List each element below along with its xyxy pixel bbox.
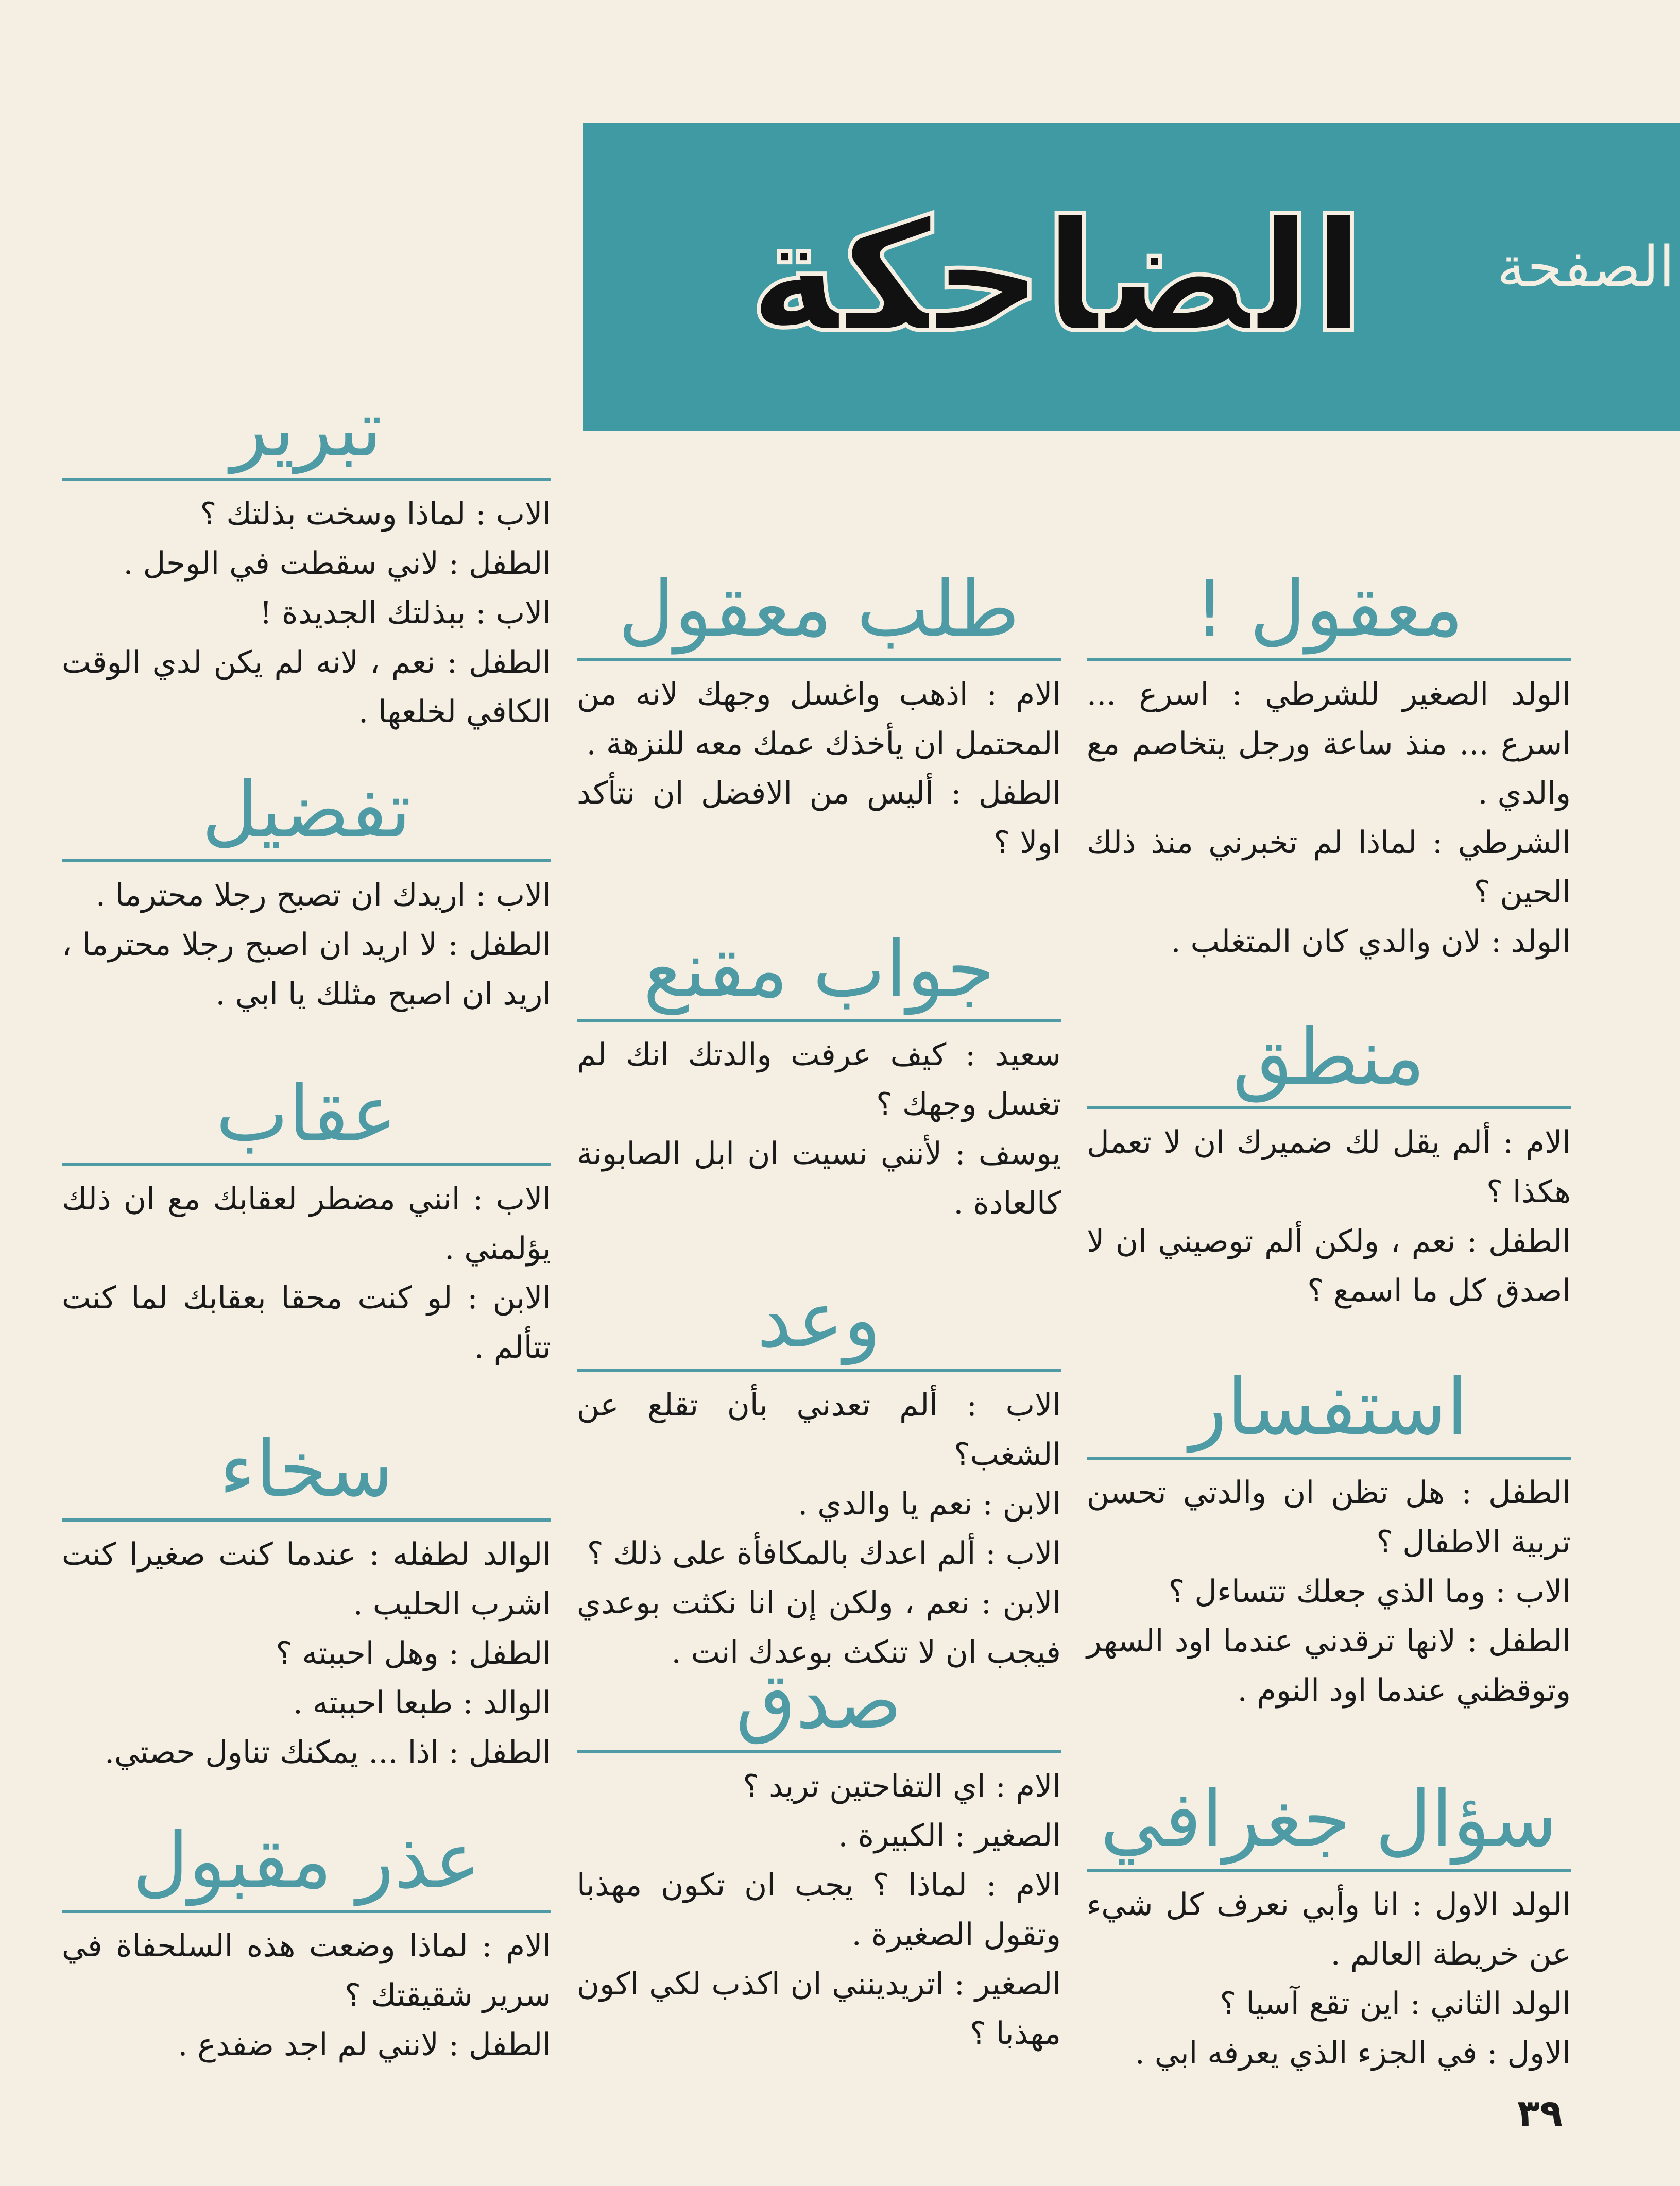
story-line: الام : لماذا ؟ يجب ان تكون مهذبا وتقول الصغيرة .	[577, 1867, 1061, 1953]
story-line: الاول : في الجزء الذي يعرفه ابي .	[1135, 2035, 1571, 2071]
story-sidq	[577, 1653, 1061, 2058]
story-sual	[1087, 1772, 1571, 2078]
story-line: الطفل : نعم ، ولكن ألم توصيني ان لا اصدق كل ما اسمع ؟	[1087, 1223, 1571, 1309]
story-line: الصغير : اتريدينني ان اكذب لكي اكون مهذبا ؟	[577, 1966, 1061, 2052]
story-line: الام : لماذا وضعت هذه السلحفاة في سرير شقيقتك ؟	[62, 1927, 551, 2013]
story-line: الشرطي : لماذا لم تخبرني منذ ذلك الحين ؟	[1087, 824, 1571, 910]
story-waad	[577, 1272, 1061, 1677]
story-line: الاب : ألم اعدك بالمكافأة على ذلك ؟	[587, 1535, 1061, 1572]
story-title: عذر مقبول	[62, 1813, 551, 1913]
story-mantiq	[1087, 1010, 1571, 1316]
story-line: الابن : لو كنت محقا بعقابك لما كنت تتألم .	[62, 1279, 551, 1365]
story-line: الصغير : الكبيرة .	[838, 1817, 1061, 1854]
story-line: الطفل : لانني لم اجد ضفدع .	[178, 2026, 551, 2063]
story-jawab	[577, 922, 1061, 1228]
story-line: الاب : ببذلتك الجديدة !	[259, 594, 551, 631]
story-title: صدق	[577, 1653, 1061, 1753]
story-line: الوالد لطفله : عندما كنت صغيرا كنت اشرب الحليب .	[62, 1536, 551, 1622]
story-line: الاب : وما الذي جعلك تتساءل ؟	[1168, 1573, 1571, 1610]
story-line: الام : اذهب واغسل وجهك لانه من المحتمل ان يأخذك عمك معه للنزهة .	[577, 676, 1061, 762]
story-line: الولد الصغير للشرطي : اسرع ... اسرع ... منذ ساعة ورجل يتخاصم مع والدي .	[1087, 676, 1571, 811]
story-line: الطفل : اذا ... يمكنك تناول حصتي.	[104, 1734, 551, 1770]
story-line: الولد الاول : انا وأبي نعرف كل شيء عن خريطة العالم .	[1087, 1886, 1571, 1972]
story-title: عقاب	[62, 1066, 551, 1166]
story-line: الطفل : أليس من الافضل ان نتأكد اولا ؟	[577, 775, 1061, 861]
story-line: الطفل : وهل احببته ؟	[276, 1635, 551, 1671]
story-line: الابن : نعم ، ولكن إن انا نكثت بوعدي فيجب ان لا تنكث بوعدك انت .	[577, 1584, 1061, 1670]
story-line: الوالد : طبعا احببته .	[293, 1684, 551, 1721]
story-line: الطفل : نعم ، لانه لم يكن لدي الوقت الكافي لخلعها .	[62, 644, 551, 730]
story-line: الاب : لماذا وسخت بذلتك ؟	[200, 496, 551, 532]
story-title: استفسار	[1087, 1360, 1571, 1460]
story-line: الطفل : هل تظن ان والدتي تحسن تربية الاطفال ؟	[1087, 1474, 1571, 1560]
story-line: الابن : نعم يا والدي .	[798, 1485, 1061, 1522]
story-tafdil	[62, 762, 551, 1019]
story-line: الولد الثاني : اين تقع آسيا ؟	[1220, 1985, 1571, 2022]
story-title: منطق	[1087, 1010, 1571, 1109]
story-title: طلب معقول	[577, 561, 1061, 661]
story-line: الام : ألم يقل لك ضميرك ان لا تعمل هكذا ؟	[1087, 1124, 1571, 1210]
story-title: سخاء	[62, 1422, 551, 1522]
story-maqul	[1087, 561, 1571, 966]
story-line: الطفل : لاني سقطت في الوحل .	[123, 545, 551, 582]
story-title: تفضيل	[62, 762, 551, 862]
banner-title-small: الصفحة	[1497, 234, 1675, 300]
story-title: سؤال جغرافي	[1087, 1772, 1571, 1872]
header-banner	[583, 123, 1680, 431]
story-udhr	[62, 1813, 551, 2070]
story-istifsar	[1087, 1360, 1571, 1715]
story-line: الام : اي التفاحتين تريد ؟	[743, 1768, 1061, 1804]
story-title: وعد	[577, 1272, 1061, 1372]
story-sakha	[62, 1422, 551, 1777]
story-line: الولد : لان والدي كان المتغلب .	[1171, 923, 1571, 960]
banner-title-main: الضاحكة	[748, 187, 1365, 367]
story-title: معقول !	[1087, 561, 1571, 661]
story-line: الطفل : لانها ترقدني عندما اود السهر وتوقظني عندما اود النوم .	[1087, 1623, 1571, 1709]
story-line: الطفل : لا اريد ان اصبح رجلا محترما ، اريد ان اصبح مثلك يا ابي .	[62, 926, 551, 1012]
story-talab	[577, 561, 1061, 867]
story-line: الاب : ألم تعدني بأن تقلع عن الشغب؟	[577, 1387, 1061, 1473]
story-iqab	[62, 1066, 551, 1372]
story-tabrir	[62, 381, 551, 737]
story-title: جواب مقنع	[577, 922, 1061, 1022]
page-number: ٣٩	[1517, 2091, 1563, 2134]
story-line: الاب : اريدك ان تصبح رجلا محترما .	[95, 877, 551, 913]
story-title: تبرير	[62, 381, 551, 481]
story-line: يوسف : لأنني نسيت ان ابل الصابونة كالعادة .	[577, 1135, 1061, 1221]
story-line: سعيد : كيف عرفت والدتك انك لم تغسل وجهك ؟	[577, 1036, 1061, 1122]
story-line: الاب : انني مضطر لعقابك مع ان ذلك يؤلمني .	[62, 1181, 551, 1267]
